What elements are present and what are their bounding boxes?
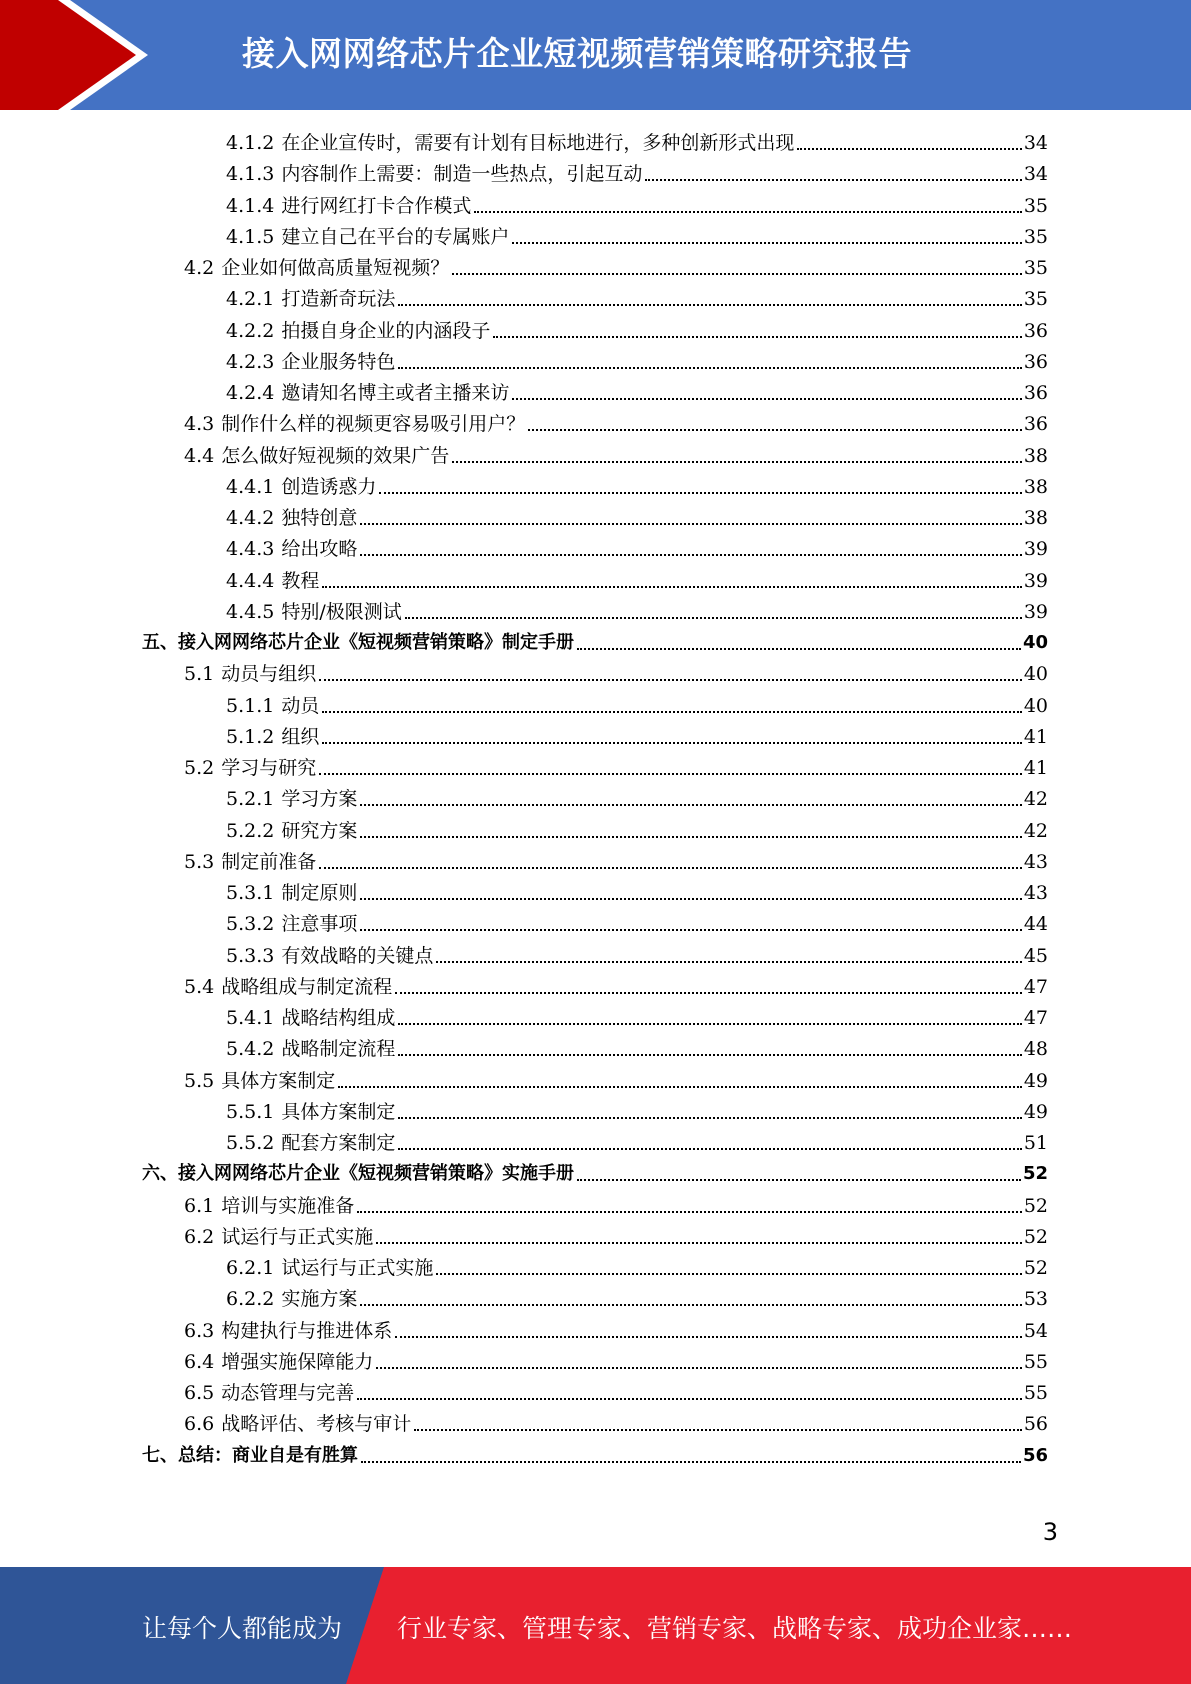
toc-dot-leader: [379, 492, 1021, 494]
toc-entry-number: 6.2: [184, 1225, 215, 1248]
toc-entry-number: 4.2.3: [226, 350, 275, 373]
toc-entry-page: 34: [1023, 132, 1048, 154]
toc-dot-leader: [414, 1429, 1022, 1431]
toc-entry[interactable]: [226, 722, 1048, 750]
toc-entry[interactable]: [226, 347, 1048, 375]
toc-entry[interactable]: [226, 1284, 1048, 1312]
toc-dot-leader: [797, 148, 1021, 150]
toc-entry-number: 5.2: [184, 757, 215, 779]
toc-dot-leader: [319, 867, 1022, 869]
toc-entry[interactable]: [184, 1066, 1048, 1094]
toc-entry-number: 4.2.1: [226, 288, 275, 311]
toc-entry-page: 51: [1023, 1132, 1048, 1154]
toc-entry-page: 41: [1023, 725, 1048, 748]
toc-entry[interactable]: [184, 441, 1048, 469]
toc-entry-page: 55: [1023, 1350, 1048, 1373]
toc-entry-number: 4.2.2: [226, 319, 275, 342]
toc-entry-page: 35: [1023, 225, 1048, 248]
toc-dot-leader: [452, 273, 1022, 275]
toc-entry-page: 40: [1022, 632, 1048, 653]
toc-entry-title: 战略制定流程: [281, 1038, 396, 1061]
toc-entry-page: 36: [1023, 413, 1048, 436]
toc-entry[interactable]: [226, 159, 1048, 187]
toc-dot-leader: [398, 1148, 1021, 1150]
toc-entry-page: 54: [1023, 1319, 1048, 1342]
page-footer: [0, 1567, 1191, 1684]
toc-entry-number: 4.2.4: [226, 382, 275, 404]
toc-entry-page: 35: [1023, 288, 1048, 311]
toc-entry-page: 49: [1023, 1069, 1048, 1092]
toc-entry-title: 独特创意: [281, 507, 358, 529]
toc-entry-page: 36: [1023, 382, 1048, 404]
toc-entry-title: 有效战略的关键点: [281, 944, 434, 967]
toc-entry-page: 34: [1023, 163, 1048, 186]
toc-entry-number: 5.5.2: [226, 1132, 275, 1154]
toc-entry-number: 5.4: [184, 975, 215, 998]
toc-entry-page: 52: [1023, 1257, 1048, 1279]
toc-entry[interactable]: [226, 878, 1048, 906]
toc-dot-leader: [512, 242, 1021, 244]
toc-entry-title: 战略评估、考核与审计: [221, 1413, 412, 1436]
toc-dot-leader: [645, 179, 1021, 181]
report-title: 接入网网络芯片企业短视频营销策略研究报告: [242, 34, 912, 73]
toc-entry-title: 内容制作上需要：制造一些热点，引起互动: [281, 163, 643, 186]
toc-entry-page: 36: [1023, 350, 1048, 373]
toc-entry[interactable]: [226, 284, 1048, 312]
toc-entry[interactable]: [184, 1316, 1048, 1344]
toc-entry-title: 实施方案: [281, 1288, 358, 1311]
toc-dot-leader: [376, 1367, 1022, 1369]
toc-entry-number: 4.2: [184, 257, 215, 279]
toc-entry-page: 42: [1023, 819, 1048, 842]
toc-entry-title: 打造新奇玩法: [281, 288, 396, 311]
toc-dot-leader: [528, 429, 1022, 431]
toc-entry-title: 注意事项: [281, 913, 358, 936]
toc-entry-title: 学习与研究: [221, 757, 317, 779]
toc-entry[interactable]: [226, 503, 1048, 531]
toc-dot-leader: [357, 1211, 1022, 1213]
toc-entry-title: 六、接入网网络芯片企业《短视频营销策略》实施手册: [142, 1163, 574, 1185]
toc-entry[interactable]: [226, 566, 1048, 594]
toc-entry-title: 企业服务特色: [281, 350, 396, 373]
toc-dot-leader: [405, 617, 1022, 619]
toc-entry[interactable]: [142, 628, 1048, 656]
toc-dot-leader: [398, 1023, 1021, 1025]
toc-entry[interactable]: [184, 1347, 1048, 1375]
toc-entry-number: 5.4.1: [226, 1007, 275, 1029]
toc-entry-page: 47: [1023, 975, 1048, 998]
toc-entry-number: 5.3.1: [226, 882, 275, 904]
toc-dot-leader: [357, 1398, 1022, 1400]
page-number: 3: [1042, 1518, 1058, 1546]
toc-entry-number: 4.4.5: [226, 600, 275, 623]
header-arrow-decoration: [0, 0, 150, 110]
toc-entry[interactable]: [226, 316, 1048, 344]
toc-entry[interactable]: [226, 191, 1048, 219]
toc-entry-title: 企业如何做高质量短视频？: [221, 257, 450, 279]
toc-dot-leader: [512, 398, 1021, 400]
toc-entry-number: 6.2.2: [226, 1288, 275, 1311]
toc-dot-leader: [577, 648, 1021, 650]
toc-entry-number: 5.3.3: [226, 944, 275, 967]
toc-dot-leader: [319, 679, 1022, 681]
toc-entry-title: 拍摄自身企业的内涵段子: [281, 319, 491, 342]
toc-entry-number: 6.5: [184, 1382, 215, 1404]
toc-entry-title: 配套方案制定: [281, 1132, 396, 1154]
toc-entry[interactable]: [184, 1409, 1048, 1437]
toc-dot-leader: [398, 304, 1021, 306]
toc-dot-leader: [322, 742, 1021, 744]
toc-entry-title: 动态管理与完善: [221, 1382, 355, 1404]
toc-entry[interactable]: [226, 1128, 1048, 1156]
toc-entry-page: 42: [1023, 788, 1048, 811]
toc-entry-number: 4.1.3: [226, 163, 275, 186]
toc-entry[interactable]: [184, 753, 1048, 781]
toc-dot-leader: [398, 1054, 1021, 1056]
toc-dot-leader: [398, 367, 1021, 369]
toc-entry-title: 研究方案: [281, 819, 358, 842]
toc-entry-title: 试运行与正式实施: [221, 1225, 374, 1248]
toc-entry-number: 4.3: [184, 413, 215, 436]
toc-entry-number: 5.1.2: [226, 725, 275, 748]
toc-entry-number: 5.5.1: [226, 1100, 275, 1123]
toc-entry-title: 战略结构组成: [281, 1007, 396, 1029]
toc-entry[interactable]: [184, 1222, 1048, 1250]
toc-entry[interactable]: [226, 534, 1048, 562]
toc-entry-title: 具体方案制定: [221, 1069, 336, 1092]
toc-entry-title: 学习方案: [281, 788, 358, 811]
toc-entry-page: 44: [1023, 913, 1048, 936]
toc-entry[interactable]: [184, 1191, 1048, 1219]
toc-entry[interactable]: [226, 784, 1048, 812]
toc-dot-leader: [474, 211, 1021, 213]
toc-entry-title: 教程: [281, 569, 320, 592]
toc-entry-page: 38: [1023, 507, 1048, 529]
toc-entry-number: 6.1: [184, 1194, 215, 1217]
toc-entry-page: 55: [1023, 1382, 1048, 1404]
toc-entry-title: 制作什么样的视频更容易吸引用户？: [221, 413, 526, 436]
toc-entry-title: 进行网红打卡合作模式: [281, 194, 472, 217]
toc-dot-leader: [319, 773, 1022, 775]
toc-entry-title: 战略组成与制定流程: [221, 975, 393, 998]
toc-entry-number: 4.1.4: [226, 194, 275, 217]
toc-dot-leader: [360, 554, 1021, 556]
toc-entry-title: 培训与实施准备: [221, 1194, 355, 1217]
toc-entry-title: 动员与组织: [221, 663, 317, 686]
toc-entry-page: 40: [1023, 663, 1048, 686]
toc-entry-number: 4.4.2: [226, 507, 275, 529]
toc-entry-title: 具体方案制定: [281, 1100, 396, 1123]
toc-entry[interactable]: [184, 1378, 1048, 1406]
toc-entry[interactable]: [226, 816, 1048, 844]
toc-dot-leader: [376, 1242, 1022, 1244]
toc-entry-number: 6.3: [184, 1319, 215, 1342]
toc-dot-leader: [452, 461, 1022, 463]
toc-entry-title: 创造诱惑力: [281, 475, 377, 498]
footer-slogan-left: 让每个人都能成为: [142, 1614, 343, 1643]
toc-entry-title: 七、总结：商业自是有胜算: [142, 1444, 358, 1466]
toc-dot-leader: [338, 1086, 1022, 1088]
toc-entry[interactable]: [226, 472, 1048, 500]
toc-entry-page: 52: [1023, 1194, 1048, 1217]
toc-entry-title: 动员: [281, 694, 320, 717]
toc-dot-leader: [395, 1336, 1022, 1338]
toc-entry[interactable]: [184, 972, 1048, 1000]
toc-entry-number: 4.4.3: [226, 538, 275, 561]
toc-entry-number: 6.6: [184, 1413, 215, 1436]
toc-entry-page: 41: [1023, 757, 1048, 779]
toc-entry-page: 56: [1023, 1413, 1048, 1436]
toc-entry-number: 5.1.1: [226, 694, 275, 717]
toc-entry[interactable]: [226, 1003, 1048, 1031]
toc-entry[interactable]: [184, 847, 1048, 875]
toc-entry[interactable]: [226, 128, 1048, 156]
toc-dot-leader: [322, 711, 1021, 713]
toc-entry-number: 5.2.2: [226, 819, 275, 842]
footer-slogan-right: 行业专家、管理专家、营销专家、战略专家、成功企业家……: [397, 1614, 1073, 1643]
toc-entry-number: 4.4.4: [226, 569, 275, 592]
toc-dot-leader: [395, 992, 1022, 994]
page-header: [0, 0, 1191, 110]
toc-entry[interactable]: [226, 597, 1048, 625]
toc-entry-page: 35: [1023, 257, 1048, 279]
toc-entry-page: 36: [1023, 319, 1048, 342]
toc-entry-title: 试运行与正式实施: [281, 1257, 434, 1279]
toc-entry-number: 5.3: [184, 850, 215, 873]
toc-dot-leader: [436, 1273, 1021, 1275]
toc-entry-number: 5.1: [184, 663, 215, 686]
toc-entry-number: 6.4: [184, 1350, 215, 1373]
toc-entry-page: 35: [1023, 194, 1048, 217]
toc-entry[interactable]: [226, 941, 1048, 969]
toc-entry-page: 40: [1023, 694, 1048, 717]
toc-entry-title: 怎么做好短视频的效果广告: [221, 444, 450, 467]
toc-entry-number: 5.2.1: [226, 788, 275, 811]
toc-entry-number: 5.3.2: [226, 913, 275, 936]
toc-entry-page: 43: [1023, 882, 1048, 904]
toc-dot-leader: [436, 961, 1021, 963]
toc-entry-page: 47: [1023, 1007, 1048, 1029]
toc-dot-leader: [360, 804, 1021, 806]
toc-entry-page: 45: [1023, 944, 1048, 967]
toc-entry-page: 39: [1023, 538, 1048, 561]
toc-entry-number: 5.5: [184, 1069, 215, 1092]
toc-entry-page: 39: [1023, 569, 1048, 592]
toc-entry[interactable]: [226, 1097, 1048, 1125]
toc-entry-page: 38: [1023, 444, 1048, 467]
toc-entry-page: 39: [1023, 600, 1048, 623]
toc-entry-page: 38: [1023, 475, 1048, 498]
toc-entry[interactable]: [142, 1159, 1048, 1187]
toc-entry-number: 4.1.2: [226, 132, 275, 154]
toc-entry-number: 6.2.1: [226, 1257, 275, 1279]
toc-entry-title: 构建执行与推进体系: [221, 1319, 393, 1342]
toc-entry-title: 组织: [281, 725, 320, 748]
toc-dot-leader: [577, 1179, 1021, 1181]
toc-entry[interactable]: [226, 1034, 1048, 1062]
toc-dot-leader: [493, 336, 1021, 338]
toc-dot-leader: [360, 523, 1021, 525]
toc-entry[interactable]: [226, 378, 1048, 406]
toc-entry-title: 制定前准备: [221, 850, 317, 873]
toc-entry-page: 53: [1023, 1288, 1048, 1311]
toc-entry-title: 增强实施保障能力: [221, 1350, 374, 1373]
toc-entry[interactable]: [226, 222, 1048, 250]
toc-dot-leader: [398, 1117, 1021, 1119]
toc-entry-title: 制定原则: [281, 882, 358, 904]
toc-dot-leader: [360, 836, 1021, 838]
toc-dot-leader: [322, 586, 1021, 588]
toc-dot-leader: [360, 898, 1021, 900]
toc-dot-leader: [360, 1304, 1021, 1306]
toc-entry-number: 5.4.2: [226, 1038, 275, 1061]
toc-entry-number: 4.4: [184, 444, 215, 467]
toc-entry[interactable]: [226, 1253, 1048, 1281]
toc-entry-page: 52: [1022, 1163, 1048, 1185]
toc-entry-title: 在企业宣传时，需要有计划有目标地进行，多种创新形式出现: [281, 132, 795, 154]
toc-entry[interactable]: [226, 691, 1048, 719]
toc-entry-page: 43: [1023, 850, 1048, 873]
toc-entry-title: 五、接入网网络芯片企业《短视频营销策略》制定手册: [142, 632, 574, 653]
toc-entry-page: 48: [1023, 1038, 1048, 1061]
toc-dot-leader: [360, 929, 1021, 931]
toc-entry-title: 特别/极限测试: [281, 600, 402, 623]
toc-entry[interactable]: [184, 409, 1048, 437]
toc-entry-number: 4.1.5: [226, 225, 275, 248]
toc-entry-title: 给出攻略: [281, 538, 358, 561]
toc-entry[interactable]: [184, 253, 1048, 281]
toc-entry-page: 49: [1023, 1100, 1048, 1123]
toc-entry[interactable]: [142, 1441, 1048, 1469]
toc-entry-title: 建立自己在平台的专属账户: [281, 225, 510, 248]
toc-entry-title: 邀请知名博主或者主播来访: [281, 382, 510, 404]
toc-entry[interactable]: [184, 659, 1048, 687]
toc-entry-page: 52: [1023, 1225, 1048, 1248]
toc-dot-leader: [361, 1461, 1021, 1463]
toc-entry-number: 4.4.1: [226, 475, 275, 498]
toc-entry-page: 56: [1022, 1444, 1048, 1466]
toc-entry[interactable]: [226, 909, 1048, 937]
